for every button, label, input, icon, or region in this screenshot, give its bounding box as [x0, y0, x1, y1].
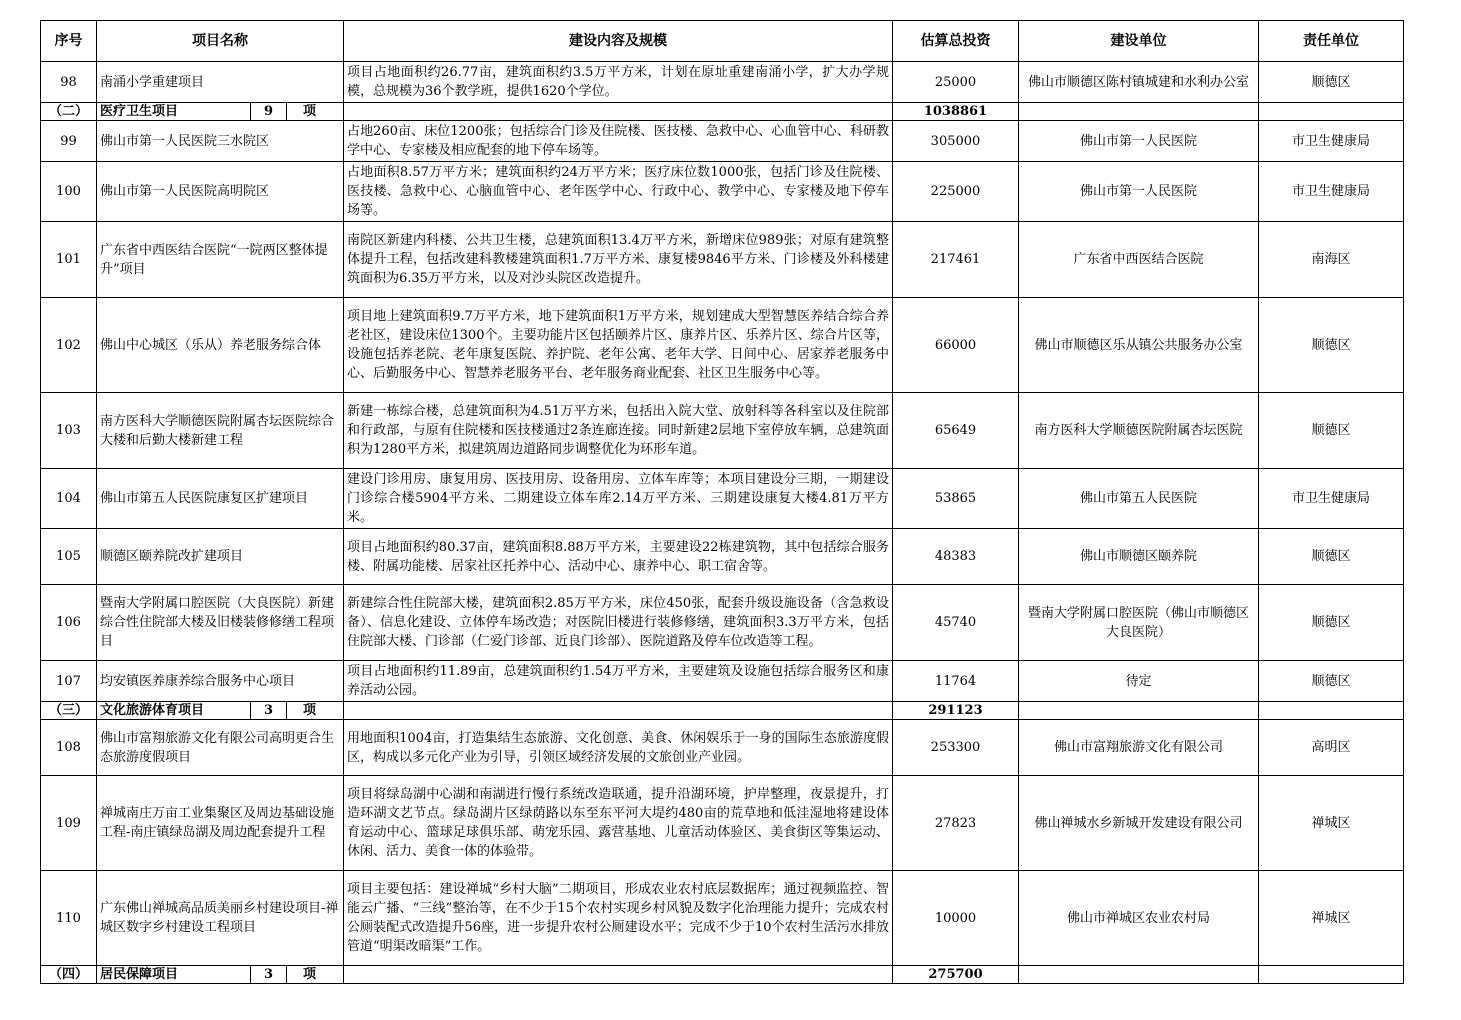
row-no: 109 — [41, 776, 97, 871]
table-row — [41, 298, 1404, 393]
category-count: 9 — [250, 103, 287, 120]
row-responsible: 顺德区 — [1259, 62, 1404, 103]
category-builder-empty — [1019, 103, 1259, 121]
row-builder: 待定 — [1019, 661, 1259, 702]
table-row — [41, 469, 1404, 529]
category-count: 3 — [250, 966, 287, 983]
table-row — [41, 121, 1404, 162]
header-row — [41, 21, 1404, 62]
row-builder: 广东省中西医结合医院 — [1019, 222, 1259, 298]
category-total: 1038861 — [893, 103, 1019, 121]
row-responsible: 顺德区 — [1259, 298, 1404, 393]
header-builder: 建设单位 — [1019, 21, 1259, 62]
row-responsible: 顺德区 — [1259, 661, 1404, 702]
row-no: 107 — [41, 661, 97, 702]
row-name: 广东省中西医结合医院“一院两区整体提升”项目 — [97, 222, 344, 298]
row-no: 99 — [41, 121, 97, 162]
row-responsible: 禅城区 — [1259, 776, 1404, 871]
category-no: （四） — [41, 966, 97, 984]
category-content-empty — [344, 702, 893, 720]
row-builder: 佛山市第五人民医院 — [1019, 469, 1259, 529]
row-investment: 27823 — [893, 776, 1019, 871]
row-builder: 暨南大学附属口腔医院（佛山市顺德区大良医院） — [1019, 585, 1259, 661]
category-count: 3 — [250, 702, 287, 719]
table-row — [41, 661, 1404, 702]
row-investment: 53865 — [893, 469, 1019, 529]
row-no: 104 — [41, 469, 97, 529]
row-investment: 48383 — [893, 529, 1019, 585]
row-responsible: 顺德区 — [1259, 393, 1404, 469]
row-name: 佛山市第一人民医院高明院区 — [97, 162, 344, 222]
row-builder: 佛山市第一人民医院 — [1019, 121, 1259, 162]
header-investment: 估算总投资 — [893, 21, 1019, 62]
category-responsible-empty — [1259, 103, 1404, 121]
table-row — [41, 720, 1404, 776]
row-investment: 66000 — [893, 298, 1019, 393]
category-label — [97, 103, 344, 121]
row-investment: 25000 — [893, 62, 1019, 103]
row-no: 106 — [41, 585, 97, 661]
row-responsible: 市卫生健康局 — [1259, 162, 1404, 222]
row-builder: 南方医科大学顺德医院附属杏坛医院 — [1019, 393, 1259, 469]
row-investment: 11764 — [893, 661, 1019, 702]
row-builder: 佛山市顺德区颐养院 — [1019, 529, 1259, 585]
category-no: （二） — [41, 103, 97, 121]
row-no: 102 — [41, 298, 97, 393]
row-responsible: 高明区 — [1259, 720, 1404, 776]
row-investment: 10000 — [893, 871, 1019, 966]
row-content: 项目占地面积约11.89亩，总建筑面积约1.54万平方米，主要建筑及设施包括综合服务区和康养活动公园。 — [344, 661, 893, 702]
table-row — [41, 529, 1404, 585]
row-content: 项目主要包括：建设禅城“乡村大脑”二期项目，形成农业农村底层数据库；通过视频监控、智能云广播、“三线”整治等，在不少于15个农村实现乡村风貌及数字化治理能力提升；完成农村公厕装配式改造提升56座，进一步提升农村公厕建设水平；完成不少于10个农村生活污水排放管道“明渠改暗渠”工作。 — [344, 871, 893, 966]
table-row — [41, 776, 1404, 871]
category-name: 医疗卫生项目 — [100, 104, 179, 119]
row-investment: 253300 — [893, 720, 1019, 776]
project-table — [40, 20, 1404, 984]
row-name: 暨南大学附属口腔医院（大良医院）新建综合性住院部大楼及旧楼装修修缮工程项目 — [97, 585, 344, 661]
category-builder-empty — [1019, 702, 1259, 720]
category-content-empty — [344, 966, 893, 984]
row-no: 105 — [41, 529, 97, 585]
header-no: 序号 — [41, 21, 97, 62]
row-content: 项目地上建筑面积9.7万平方米，地下建筑面积1万平方米，规划建成大型智慧医养结合综合养老社区，建设床位1300个。主要功能片区包括颐养片区、康养片区、乐养片区、综合片区等，设施包括养老院、老年康复医院、养护院、老年公寓、老年大学、日间中心、居家养老服务中心、后勤服务中心、智慧养老服务平台、老年服务商业配套、社区卫生服务中心等。 — [344, 298, 893, 393]
category-label — [97, 966, 344, 984]
row-name: 佛山市第五人民医院康复区扩建项目 — [97, 469, 344, 529]
header-content: 建设内容及规模 — [344, 21, 893, 62]
category-responsible-empty — [1259, 966, 1404, 984]
row-no: 100 — [41, 162, 97, 222]
category-row — [41, 702, 1404, 720]
row-content: 南院区新建内科楼、公共卫生楼，总建筑面积13.4万平方米，新增床位989张；对原有建筑整体提升工程，包括改建科教楼建筑面积1.7万平方米、康复楼9846平方米、门诊楼及外科楼建筑面积为6.35万平方米，以及对沙头院区改造提升。 — [344, 222, 893, 298]
row-name: 佛山市第一人民医院三水院区 — [97, 121, 344, 162]
row-investment: 65649 — [893, 393, 1019, 469]
row-builder: 佛山市第一人民医院 — [1019, 162, 1259, 222]
header-responsible: 责任单位 — [1259, 21, 1404, 62]
table-row — [41, 222, 1404, 298]
row-no: 103 — [41, 393, 97, 469]
header-name: 项目名称 — [97, 21, 344, 62]
row-name: 均安镇医养康养综合服务中心项目 — [97, 661, 344, 702]
row-name: 佛山市富翔旅游文化有限公司高明更合生态旅游度假项目 — [97, 720, 344, 776]
category-row — [41, 103, 1404, 121]
category-unit: 项 — [303, 967, 317, 982]
category-builder-empty — [1019, 966, 1259, 984]
category-content-empty — [344, 103, 893, 121]
row-content: 建设门诊用房、康复用房、医技用房、设备用房、立体车库等；本项目建设分三期，一期建设门诊综合楼5904平方米、二期建设立体车库2.14万平方米、三期建设康复大楼4.81万平方米。 — [344, 469, 893, 529]
category-name: 居民保障项目 — [100, 967, 179, 982]
row-name: 佛山中心城区（乐从）养老服务综合体 — [97, 298, 344, 393]
row-responsible: 市卫生健康局 — [1259, 121, 1404, 162]
row-responsible: 顺德区 — [1259, 585, 1404, 661]
row-builder: 佛山市富翔旅游文化有限公司 — [1019, 720, 1259, 776]
table-row — [41, 585, 1404, 661]
row-content: 新建一栋综合楼，总建筑面积为4.51万平方米，包括出入院大堂、放射科等各科室以及住院部和行政部，与原有住院楼和医技楼通过2条连廊连接。同时新建2层地下室停放车辆，总建筑面积为1280平方米，拟建筑周边道路同步调整优化为环形车道。 — [344, 393, 893, 469]
row-investment: 217461 — [893, 222, 1019, 298]
row-content: 占地260亩、床位1200张；包括综合门诊及住院楼、医技楼、急救中心、心血管中心、科研教学中心、专家楼及相应配套的地下停车场等。 — [344, 121, 893, 162]
row-investment: 305000 — [893, 121, 1019, 162]
category-unit: 项 — [303, 703, 317, 718]
row-builder: 佛山市顺德区乐从镇公共服务办公室 — [1019, 298, 1259, 393]
table-row — [41, 62, 1404, 103]
category-total: 291123 — [893, 702, 1019, 720]
table-row — [41, 871, 1404, 966]
category-label — [97, 702, 344, 720]
category-name: 文化旅游体育项目 — [100, 703, 205, 718]
row-builder: 佛山禅城水乡新城开发建设有限公司 — [1019, 776, 1259, 871]
row-name: 南涌小学重建项目 — [97, 62, 344, 103]
row-content: 新建综合性住院部大楼，建筑面积2.85万平方米，床位450张，配套升级设施设备（含急救设备）、信息化建设、立体停车场改造；对医院旧楼进行装修修缮，建筑面积3.3万平方米，包括住院部大楼、门诊部（仁爱门诊部、近良门诊部）、医院道路及停车位改造等工程。 — [344, 585, 893, 661]
row-responsible: 顺德区 — [1259, 529, 1404, 585]
category-total: 275700 — [893, 966, 1019, 984]
row-name: 广东佛山禅城高品质美丽乡村建设项目-禅城区数字乡村建设工程项目 — [97, 871, 344, 966]
row-responsible: 市卫生健康局 — [1259, 469, 1404, 529]
row-content: 项目占地面积约26.77亩，建筑面积约3.5万平方米，计划在原址重建南涌小学，扩大办学规模，总规模为36个教学班，提供1620个学位。 — [344, 62, 893, 103]
category-responsible-empty — [1259, 702, 1404, 720]
row-content: 占地面积8.57万平方米；建筑面积约24万平方米；医疗床位数1000张，包括门诊及住院楼、医技楼、急救中心、心脑血管中心、老年医学中心、行政中心、教学中心、专家楼及地下停车场等。 — [344, 162, 893, 222]
row-investment: 225000 — [893, 162, 1019, 222]
category-unit: 项 — [303, 104, 317, 119]
row-investment: 45740 — [893, 585, 1019, 661]
table-row — [41, 393, 1404, 469]
row-responsible: 南海区 — [1259, 222, 1404, 298]
row-builder: 佛山市禅城区农业农村局 — [1019, 871, 1259, 966]
category-no: （三） — [41, 702, 97, 720]
table-body — [41, 62, 1404, 984]
category-row — [41, 966, 1404, 984]
row-builder: 佛山市顺德区陈村镇城建和水利办公室 — [1019, 62, 1259, 103]
row-content: 项目将绿岛湖中心湖和南湖进行慢行系统改造联通，提升沿湖环境，护岸整理，夜景提升，打造环湖文艺节点。绿岛湖片区绿荫路以东至东平河大堤约480亩的荒草地和低洼湿地将建设体育运动中心、篮球足球俱乐部、萌宠乐园、露营基地、儿童活动体验区、美食街区等集运动、休闲、活力、美食一体的体验带。 — [344, 776, 893, 871]
row-responsible: 禅城区 — [1259, 871, 1404, 966]
table-row — [41, 162, 1404, 222]
row-no: 110 — [41, 871, 97, 966]
row-no: 108 — [41, 720, 97, 776]
row-name: 禅城南庄万亩工业集聚区及周边基础设施工程-南庄镇绿岛湖及周边配套提升工程 — [97, 776, 344, 871]
row-no: 98 — [41, 62, 97, 103]
row-no: 101 — [41, 222, 97, 298]
row-content: 用地面积1004亩，打造集结生态旅游、文化创意、美食、休闲娱乐于一身的国际生态旅游度假区，构成以多元化产业为引导，引领区域经济发展的文旅创业产业园。 — [344, 720, 893, 776]
row-content: 项目占地面积约80.37亩，建筑面积8.88万平方米，主要建设22栋建筑物，其中包括综合服务楼、附属功能楼、居家社区托养中心、活动中心、康养中心、职工宿舍等。 — [344, 529, 893, 585]
row-name: 顺德区颐养院改扩建项目 — [97, 529, 344, 585]
row-name: 南方医科大学顺德医院附属杏坛医院综合大楼和后勤大楼新建工程 — [97, 393, 344, 469]
